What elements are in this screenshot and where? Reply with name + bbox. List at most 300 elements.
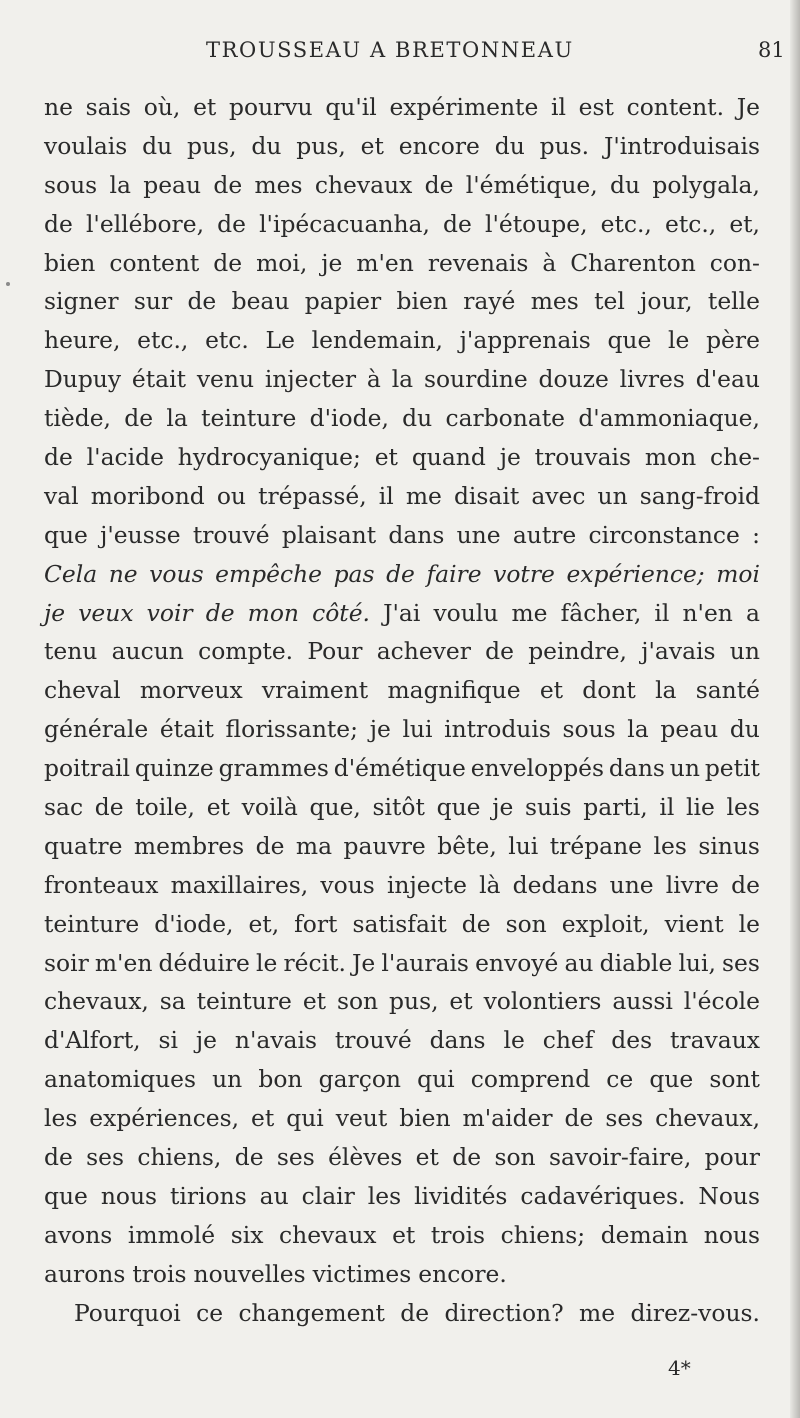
- word: direction?: [444, 1298, 564, 1327]
- word: pus,: [389, 987, 439, 1016]
- word: de: [255, 831, 285, 860]
- word: clair: [301, 1181, 355, 1210]
- word: du: [729, 715, 760, 744]
- word: encore: [398, 131, 480, 160]
- word: teinture: [196, 987, 292, 1016]
- word: encore.: [418, 1259, 507, 1288]
- word: beau: [231, 287, 290, 316]
- word: etc.,: [137, 326, 189, 355]
- word: son: [505, 909, 547, 938]
- word: et: [206, 793, 230, 822]
- word: achever: [376, 637, 471, 666]
- word: de: [187, 287, 217, 316]
- word: empêche: [215, 559, 323, 588]
- word: un: [729, 637, 760, 666]
- word: trouvais: [534, 443, 632, 472]
- word: injecte: [386, 870, 467, 899]
- word: m'en: [356, 248, 414, 277]
- word: injecter: [264, 365, 357, 394]
- word: etc.,: [600, 209, 652, 238]
- word: la: [166, 404, 188, 433]
- word: trouvé: [192, 520, 270, 549]
- text-line: [44, 1099, 760, 1138]
- word: petit: [704, 754, 760, 783]
- word: poitrail: [44, 754, 131, 783]
- word: de: [205, 598, 235, 627]
- margin-speck: [6, 282, 10, 286]
- word: vous: [320, 870, 375, 899]
- word: il: [378, 481, 394, 510]
- text-line: [44, 438, 760, 477]
- word: que: [436, 793, 481, 822]
- word: jour,: [640, 287, 693, 316]
- word: dans: [608, 754, 665, 783]
- text-line: [44, 244, 760, 283]
- word: les: [726, 793, 760, 822]
- word: le: [503, 1026, 525, 1055]
- word: était: [159, 715, 214, 744]
- word: moribond: [90, 481, 205, 510]
- word: mon: [247, 598, 299, 627]
- word: bête,: [437, 831, 497, 860]
- word: cheval: [44, 676, 121, 705]
- word: sac: [44, 793, 84, 822]
- word: le: [738, 909, 760, 938]
- word: de: [44, 443, 73, 472]
- word: Charenton: [570, 248, 696, 277]
- word: m'aider: [462, 1104, 553, 1133]
- word: quatre: [44, 831, 123, 860]
- word: volontiers: [483, 987, 602, 1016]
- word: du: [610, 170, 641, 199]
- word: polygala,: [652, 170, 760, 199]
- word: bien: [44, 248, 96, 277]
- word: livres: [619, 365, 685, 394]
- word: Cela: [44, 559, 98, 588]
- word: de: [234, 1143, 264, 1172]
- text-line: [44, 399, 760, 438]
- text-line: [44, 1255, 760, 1294]
- word: la: [391, 365, 414, 394]
- word: un: [669, 754, 700, 783]
- word: mes: [530, 287, 579, 316]
- word: tel: [594, 287, 625, 316]
- word: et: [392, 1220, 416, 1249]
- word: aussi: [612, 987, 673, 1016]
- word: il: [659, 793, 675, 822]
- word: générale: [44, 715, 149, 744]
- word: sur: [133, 287, 173, 316]
- word: au: [564, 948, 594, 977]
- word: rayé: [463, 287, 516, 316]
- text-line: [44, 360, 760, 399]
- word: n'avais: [234, 1026, 317, 1055]
- text-line: [44, 516, 760, 555]
- word: toile,: [135, 793, 195, 822]
- word: disait: [453, 481, 520, 510]
- word: que: [649, 1065, 694, 1094]
- word: d'Alfort,: [44, 1026, 141, 1055]
- word: sont: [709, 1065, 760, 1094]
- word: sourdine: [423, 365, 528, 394]
- word: l'émétique,: [465, 170, 598, 199]
- word: veux: [78, 598, 134, 627]
- word: sa: [159, 987, 186, 1016]
- text-line: [44, 982, 760, 1021]
- text-line: [44, 749, 760, 788]
- word: il: [654, 598, 670, 627]
- word: le: [668, 326, 690, 355]
- word: l'étoupe,: [484, 209, 588, 238]
- word: de: [213, 170, 243, 199]
- word: trouvé: [334, 1026, 412, 1055]
- word: douze: [538, 365, 609, 394]
- word: garçon: [318, 1065, 401, 1094]
- word: et: [302, 987, 327, 1016]
- word: je: [499, 443, 521, 472]
- word: fort: [294, 909, 338, 938]
- word: à: [542, 248, 557, 277]
- word: je: [369, 715, 391, 744]
- word: vous: [149, 559, 204, 588]
- word: ses: [276, 1143, 315, 1172]
- text-line: [44, 1060, 760, 1099]
- word: chevaux: [279, 1220, 377, 1249]
- word: fâcher,: [560, 598, 642, 627]
- word: soir: [44, 948, 89, 977]
- word: nous: [703, 1220, 760, 1249]
- word: du: [402, 404, 433, 433]
- word: venu: [196, 365, 255, 394]
- word: sais: [85, 93, 132, 121]
- word: suis: [524, 793, 572, 822]
- word: Pourquoi: [74, 1298, 181, 1327]
- word: d'iode,: [154, 909, 234, 938]
- signature-mark: 4*: [668, 1356, 691, 1380]
- word: de: [731, 870, 760, 899]
- word: heure,: [44, 326, 121, 355]
- page-edge-shadow: [790, 0, 800, 1418]
- word: veut: [335, 1104, 388, 1133]
- word: l'ipécacuanha,: [259, 209, 430, 238]
- word: un: [212, 1065, 243, 1094]
- word: où,: [143, 93, 181, 121]
- word: dedans: [512, 870, 598, 899]
- word: moi: [716, 559, 760, 588]
- text-line: [44, 671, 760, 710]
- word: du: [494, 131, 525, 160]
- word: à: [366, 365, 381, 394]
- word: ma: [295, 831, 333, 860]
- word: et: [193, 93, 217, 121]
- word: Pour: [307, 637, 363, 666]
- word: Nous: [698, 1181, 760, 1210]
- text-line: [44, 205, 760, 244]
- word: les: [44, 1104, 78, 1133]
- word: anatomiques: [44, 1065, 196, 1094]
- word: envoyé: [475, 948, 559, 977]
- text-line: [44, 127, 760, 166]
- word: je: [492, 793, 514, 822]
- word: teinture: [44, 909, 140, 938]
- word: et: [251, 1104, 275, 1133]
- text-line: [44, 944, 760, 983]
- word: sous: [44, 170, 98, 199]
- word: lui: [402, 715, 433, 744]
- word: quinze: [134, 754, 214, 783]
- word: voulu: [433, 598, 499, 627]
- word: je: [44, 598, 66, 627]
- body-text: [44, 88, 760, 1333]
- word: dans: [388, 520, 445, 549]
- word: maxillaires,: [170, 870, 309, 899]
- word: un: [597, 481, 628, 510]
- word: etc.: [205, 326, 249, 355]
- word: me: [405, 481, 442, 510]
- word: et,: [729, 209, 760, 238]
- word: et: [360, 131, 384, 160]
- word: l'école: [683, 987, 760, 1016]
- word: teinture: [201, 404, 297, 433]
- word: si: [158, 1026, 178, 1055]
- word: Dupuy: [44, 365, 122, 394]
- word: immolé: [127, 1220, 216, 1249]
- word: hydrocyanique;: [177, 443, 361, 472]
- word: qu'il: [325, 93, 377, 121]
- word: de: [461, 909, 491, 938]
- word: déduire: [158, 948, 250, 977]
- word: son: [336, 987, 379, 1016]
- word: me: [579, 1298, 616, 1327]
- word: d'émétique: [333, 754, 466, 783]
- word: l'ellébore,: [85, 209, 205, 238]
- word: chevaux,: [44, 987, 149, 1016]
- word: Je: [736, 93, 760, 121]
- word: de: [424, 170, 454, 199]
- word: dont: [582, 676, 636, 705]
- word: Je: [352, 948, 376, 977]
- word: et: [415, 1143, 439, 1172]
- word: a: [745, 598, 760, 627]
- word: de: [400, 1298, 430, 1327]
- word: J'ai: [383, 598, 421, 627]
- word: magnifique: [387, 676, 521, 705]
- text-line: [44, 866, 760, 905]
- word: morveux: [139, 676, 243, 705]
- word: pauvre: [343, 831, 426, 860]
- word: de: [44, 209, 73, 238]
- word: savoir-faire,: [548, 1143, 692, 1172]
- word: n'en: [682, 598, 733, 627]
- text-line: [44, 282, 760, 321]
- word: que: [607, 326, 652, 355]
- word: m'en: [94, 948, 153, 977]
- word: lui,: [678, 948, 716, 977]
- word: et,: [248, 909, 280, 938]
- word: chiens,: [137, 1143, 222, 1172]
- text-line: [44, 477, 760, 516]
- word: :: [752, 520, 760, 549]
- word: quand: [411, 443, 486, 472]
- word: vraiment: [261, 676, 369, 705]
- word: ce: [606, 1065, 634, 1094]
- word: sang-froid: [639, 481, 760, 510]
- word: aucun: [111, 637, 184, 666]
- word: d'iode,: [309, 404, 389, 433]
- word: grammes: [218, 754, 329, 783]
- word: faire: [426, 559, 482, 588]
- word: voilà: [241, 793, 298, 822]
- word: parti,: [583, 793, 648, 822]
- word: compte.: [198, 637, 294, 666]
- word: changement: [238, 1298, 385, 1327]
- word: mes: [254, 170, 303, 199]
- word: trois: [430, 1220, 486, 1249]
- word: voulais: [44, 131, 128, 160]
- word: de: [443, 209, 472, 238]
- word: et: [539, 676, 564, 705]
- word: six: [230, 1220, 264, 1249]
- word: expérimente: [389, 93, 539, 121]
- word: que: [44, 520, 88, 549]
- word: revenais: [427, 248, 529, 277]
- word: circonstance: [588, 520, 740, 549]
- word: direz-vous.: [630, 1298, 760, 1327]
- text-line: [44, 827, 760, 866]
- word: exploit,: [561, 909, 650, 938]
- text-line: [44, 905, 760, 944]
- word: père: [706, 326, 760, 355]
- word: l'aurais: [381, 948, 469, 977]
- word: une: [456, 520, 501, 549]
- word: tirions: [170, 1181, 247, 1210]
- word: votre: [493, 559, 555, 588]
- word: Le: [265, 326, 295, 355]
- word: je: [321, 248, 343, 277]
- text-line: [44, 710, 760, 749]
- word: papier: [304, 287, 382, 316]
- word: tenu: [44, 637, 98, 666]
- word: chevaux: [314, 170, 413, 199]
- text-line: [44, 88, 760, 127]
- word: qui: [417, 1065, 455, 1094]
- word: val: [44, 481, 79, 510]
- word: pus.: [539, 131, 590, 160]
- word: trois: [132, 1259, 187, 1288]
- word: demain: [600, 1220, 689, 1249]
- word: ne: [108, 559, 138, 588]
- text-line: [44, 1294, 760, 1333]
- word: les: [653, 831, 687, 860]
- word: de: [44, 1143, 73, 1172]
- word: peau: [143, 170, 202, 199]
- word: du: [251, 131, 282, 160]
- word: avec: [531, 481, 586, 510]
- word: travaux: [670, 1026, 760, 1055]
- word: moi,: [256, 248, 308, 277]
- word: de: [124, 404, 154, 433]
- text-line: [44, 1216, 760, 1255]
- word: des: [611, 1026, 653, 1055]
- text-line: [44, 788, 760, 827]
- word: victimes: [312, 1259, 412, 1288]
- word: sous: [562, 715, 616, 744]
- word: lie: [686, 793, 715, 822]
- word: ses: [722, 948, 760, 977]
- word: ce: [196, 1298, 224, 1327]
- text-line: [44, 555, 760, 594]
- word: d'ammoniaque,: [578, 404, 760, 433]
- word: pus,: [187, 131, 237, 160]
- word: j'avais: [641, 637, 716, 666]
- text-line: [44, 594, 760, 633]
- word: une: [609, 870, 654, 899]
- word: content: [109, 248, 200, 277]
- word: que,: [309, 793, 361, 822]
- word: bon: [258, 1065, 303, 1094]
- word: fronteaux: [44, 870, 159, 899]
- word: signer: [44, 287, 119, 316]
- word: trépane: [549, 831, 643, 860]
- word: le: [256, 948, 278, 977]
- word: mon: [644, 443, 697, 472]
- word: côté.: [312, 598, 370, 627]
- word: santé: [695, 676, 760, 705]
- word: de: [564, 1104, 594, 1133]
- word: avons: [44, 1220, 113, 1249]
- word: pus,: [296, 131, 346, 160]
- word: bien: [396, 287, 448, 316]
- word: il: [551, 93, 566, 121]
- word: con-: [709, 248, 760, 277]
- word: pourvu: [229, 93, 313, 121]
- word: nouvelles: [193, 1259, 306, 1288]
- text-line: [44, 321, 760, 360]
- word: j'eusse: [100, 520, 181, 549]
- word: de: [485, 637, 514, 666]
- word: bien: [399, 1104, 451, 1133]
- word: que: [44, 1181, 88, 1210]
- word: aurons: [44, 1259, 126, 1288]
- word: la: [109, 170, 131, 199]
- word: chef: [542, 1026, 594, 1055]
- word: introduis: [444, 715, 551, 744]
- word: de: [217, 209, 246, 238]
- word: qui: [286, 1104, 324, 1133]
- text-line: [44, 166, 760, 205]
- word: peau: [660, 715, 719, 744]
- word: ne: [44, 93, 73, 121]
- word: je: [195, 1026, 217, 1055]
- word: diable: [599, 948, 673, 977]
- word: plaisant: [281, 520, 377, 549]
- word: tiède,: [44, 404, 111, 433]
- word: florissante;: [225, 715, 359, 744]
- word: d'eau: [695, 365, 760, 394]
- word: de: [213, 248, 243, 277]
- word: me: [511, 598, 548, 627]
- word: nous: [100, 1181, 158, 1210]
- word: son: [494, 1143, 536, 1172]
- word: autre: [512, 520, 577, 549]
- word: et: [374, 443, 398, 472]
- running-head: TROUSSEAU A BRETONNEAU: [206, 38, 574, 62]
- text-line: [44, 1021, 760, 1060]
- word: content.: [626, 93, 725, 121]
- word: sitôt: [372, 793, 425, 822]
- word: sinus: [698, 831, 760, 860]
- word: che-: [710, 443, 760, 472]
